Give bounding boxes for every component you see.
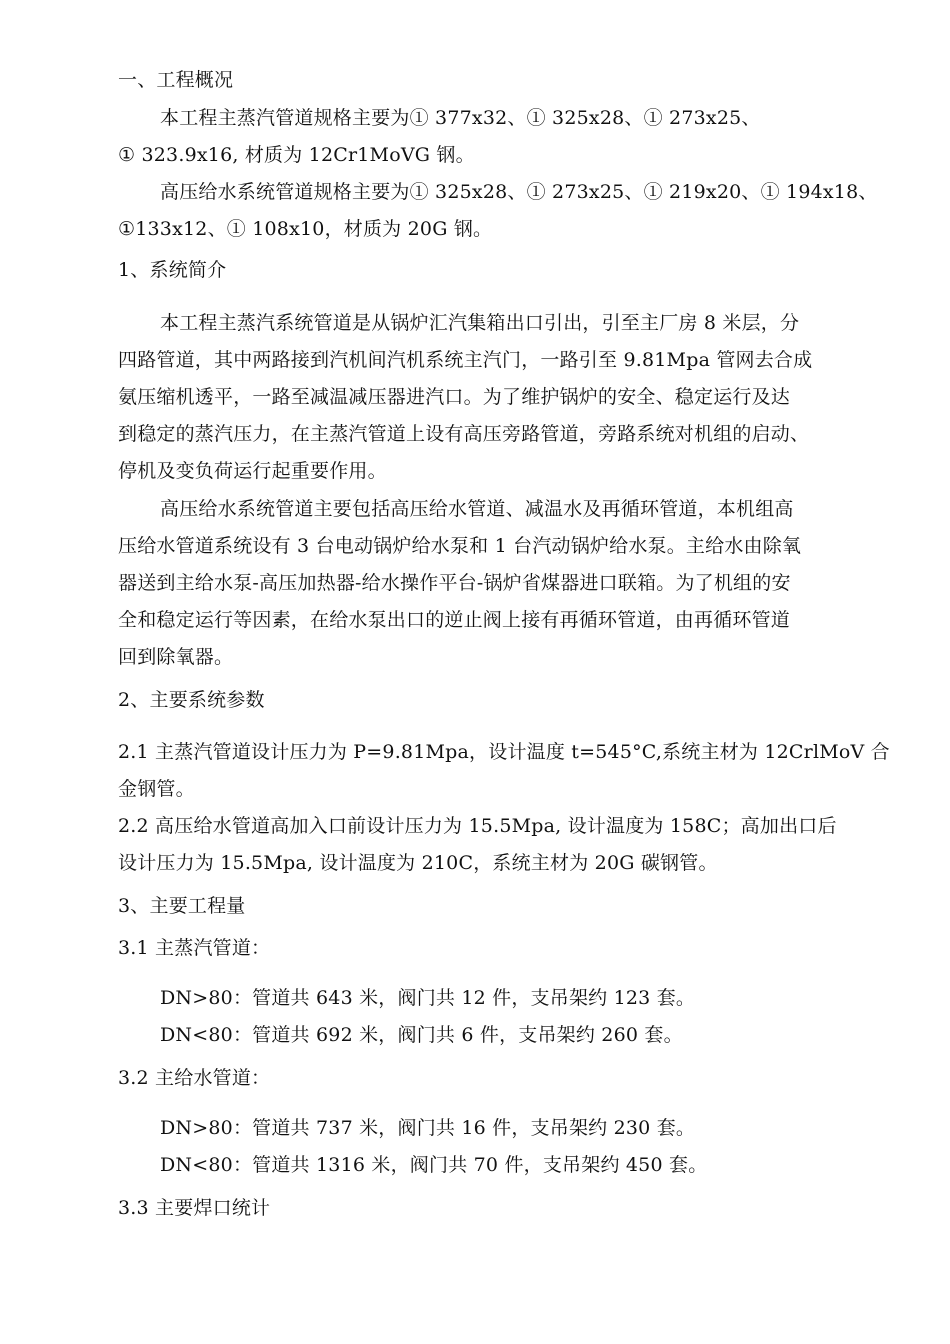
section-title: 一、工程概况 (118, 69, 234, 91)
quantity-line: DN>80：管道共 737 米，阀门共 16 件，支吊架约 230 套。 (160, 1117, 696, 1139)
paragraph-line: 本工程主蒸汽系统管道是从锅炉汇汽集箱出口引出，引至主厂房 8 米层，分 (160, 312, 800, 334)
paragraph-line: 四路管道，其中两路接到汽机间汽机系统主汽门，一路引至 9.81Mpa 管网去合成 (118, 349, 813, 371)
paragraph-line: 2.2 高压给水管道高加入口前设计压力为 15.5Mpa, 设计温度为 158C；高加出口后 (118, 815, 837, 837)
paragraph-line: 回到除氧器。 (118, 646, 234, 668)
paragraph-line: 设计压力为 15.5Mpa, 设计温度为 210C，系统主材为 20G 碳钢管。 (118, 852, 718, 874)
paragraph-line: 全和稳定运行等因素，在给水泵出口的逆止阀上接有再循环管道，由再循环管道 (118, 609, 791, 631)
heading-welds: 3.3 主要焊口统计 (118, 1197, 271, 1219)
paragraph-line: 金钢管。 (118, 778, 195, 800)
paragraph-line: ① 323.9x16, 材质为 12Cr1MoVG 钢。 (118, 144, 475, 166)
paragraph-line: 到稳定的蒸汽压力，在主蒸汽管道上设有高压旁路管道，旁路系统对机组的启动、 (118, 423, 810, 445)
paragraph-line: 氨压缩机透平，一路至减温减压器进汽口。为了维护锅炉的安全、稳定运行及达 (118, 386, 791, 408)
paragraph-line: 停机及变负荷运行起重要作用。 (118, 460, 387, 482)
paragraph-line: 本工程主蒸汽管道规格主要为① 377x32、① 325x28、① 273x25、 (160, 107, 761, 129)
paragraph-line: 2.1 主蒸汽管道设计压力为 P=9.81Mpa，设计温度 t=545°C,系统主材为 12CrlMoV 合 (118, 741, 890, 763)
paragraph-line: 高压给水系统管道规格主要为① 325x28、① 273x25、① 219x20、① 194x18、 (160, 181, 878, 203)
heading-main-steam: 3.1 主蒸汽管道： (118, 937, 271, 959)
paragraph-line: 压给水管道系统设有 3 台电动锅炉给水泵和 1 台汽动锅炉给水泵。主给水由除氧 (118, 535, 802, 557)
quantity-line: DN>80：管道共 643 米，阀门共 12 件，支吊架约 123 套。 (160, 987, 696, 1009)
heading-quantities: 3、主要工程量 (118, 895, 246, 917)
paragraph-line: 高压给水系统管道主要包括高压给水管道、减温水及再循环管道，本机组高 (160, 498, 794, 520)
heading-main-feedwater: 3.2 主给水管道： (118, 1067, 271, 1089)
heading-system-intro: 1、系统简介 (118, 259, 227, 281)
quantity-line: DN<80：管道共 1316 米，阀门共 70 件，支吊架约 450 套。 (160, 1154, 708, 1176)
paragraph-line: 器送到主给水泵-高压加热器-给水操作平台-锅炉省煤器进口联箱。为了机组的安 (118, 572, 791, 594)
quantity-line: DN<80：管道共 692 米，阀门共 6 件，支吊架约 260 套。 (160, 1024, 683, 1046)
paragraph-line: ①133x12、① 108x10，材质为 20G 钢。 (118, 218, 493, 240)
heading-parameters: 2、主要系统参数 (118, 689, 265, 711)
